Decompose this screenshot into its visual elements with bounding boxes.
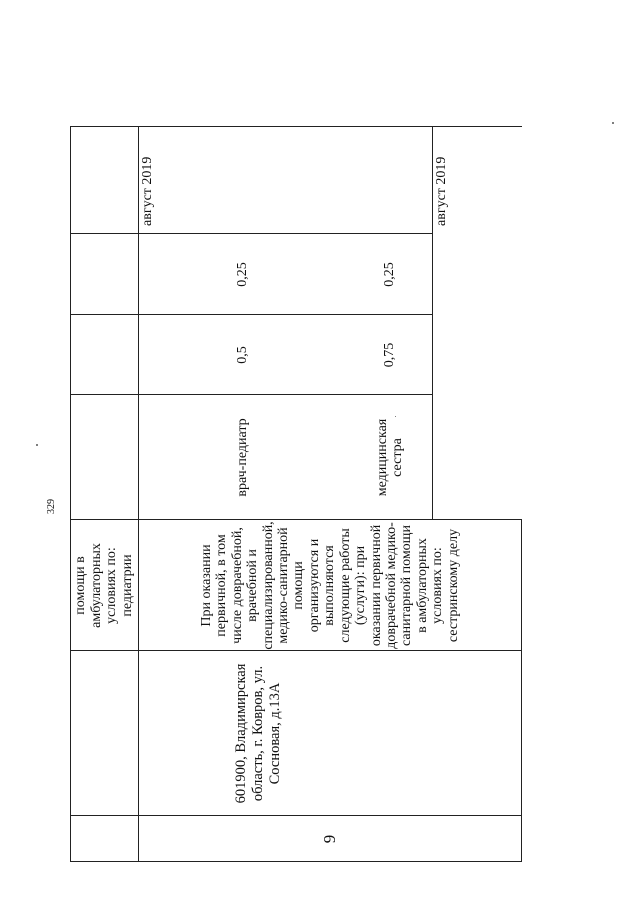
rate-value: 0,75 <box>382 342 398 368</box>
date-text: август 2019 <box>434 156 450 226</box>
service-main-text: При оказании первичной, в том числе доврачебной, врачебной и специализированной, медико-санитарной помощи организуются и выполняются следующие работы (услуги): при оказании первичной доврачебной медико-санитарной помощи в амбулаторных условиях по: сестринскому делу <box>199 521 461 650</box>
row-number: 9 <box>320 834 340 844</box>
date-text: август 2019 <box>140 156 156 226</box>
rate-cell <box>138 315 348 395</box>
rate-value: 0,5 <box>235 346 251 364</box>
address-text: 601900, Владимирская область, г. Ковров, ул. Сосновая, д.13А <box>232 663 283 804</box>
date-cell <box>138 127 158 234</box>
scan-speck <box>612 122 614 124</box>
service-top-text: помощи в амбулаторных условиях по: педиатрии <box>73 543 135 628</box>
rate-cell <box>138 234 348 315</box>
address-cell <box>138 651 378 816</box>
page-number: 329 <box>46 499 57 514</box>
rate-value: 0,25 <box>235 262 251 287</box>
position-text: медицинская сестра <box>374 418 405 497</box>
rate-cell <box>348 315 432 395</box>
scan-speck <box>36 444 38 446</box>
document-table <box>70 126 522 862</box>
service-top-cell <box>70 520 138 651</box>
rate-cell <box>348 234 432 315</box>
row-number-cell <box>138 816 522 862</box>
position-cell <box>138 395 348 520</box>
date-cell <box>432 127 452 234</box>
table-border <box>70 126 71 862</box>
position-cell <box>348 395 432 520</box>
service-main-cell <box>138 520 522 651</box>
position-text: врач-педиатр <box>235 418 251 497</box>
rate-value: 0,25 <box>382 262 398 287</box>
